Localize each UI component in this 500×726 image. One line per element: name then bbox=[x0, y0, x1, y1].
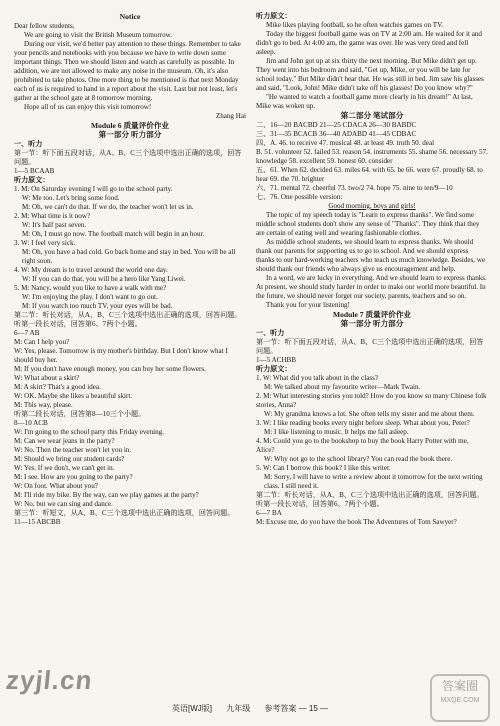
right-line: Jim and John got up at six thirty the next morning. But Mike didn't get up. They went into his bedroom and said, "Get up, Mike, or you will be late for school today." But Mike didn't hear that. He was still in bed. Jim saw his glasses and said, "Look, John! Mike didn't take off his glasses! Do you know why?" bbox=[256, 57, 484, 92]
left-line: W: No, but we can sing and dance. bbox=[14, 499, 113, 508]
right-line: The topic of my speech today is "Learn to express thanks". We find some middle school students don't show any sense of "Thanks". They think that they are certain of eating well and wearing fashionable clothes. bbox=[256, 210, 480, 237]
left-line: W: OK. Maybe she likes a beautiful skirt. bbox=[14, 391, 133, 400]
left-line: M: I see. How are you going to the party? bbox=[14, 472, 133, 481]
left-line: M: Can I help you? bbox=[14, 337, 70, 346]
right-line: In a word, we are lucky in everything. And we should learn to express thanks. At present, we should study harder in order to make our world more beautiful. In the future, we should never forget our society, parents, teachers and so on. bbox=[256, 273, 487, 300]
left-line: 一、听力 bbox=[14, 139, 43, 148]
left-line: During our visit, we'd better pay attention to these things. Remember to take your pencils and notebooks with you because we have to write down some important things. Then we should listen and watch as carefully as possible. In addition, we are not allowed to make any noise in the museum. Oh, it's also prohibited to take photos. One more thing to be mentioned is that next Monday each of us is required to hand in a report about the visit. Last but not least, let's gather at the school gate at 8 tomorrow morning. bbox=[14, 39, 241, 102]
right-line: Good morning, boys and girls! bbox=[328, 201, 416, 210]
right-line: 二、16—20 BACBD 21—25 CDACA 26—30 BABDC bbox=[256, 120, 417, 129]
right-line: M: Sorry, I will have to write a review about it tomorrow for the next writing class. I still need it. bbox=[264, 472, 483, 490]
left-line: 5. M: Nancy, would you like to have a walk with me? bbox=[14, 283, 167, 292]
right-line: 三、31—35 BCACB 36—40 ADABD 41—45 CDBAC bbox=[256, 129, 417, 138]
left-line: M: Should we bring our student cards? bbox=[14, 454, 125, 463]
left-line: W: If you can do that, you will be a hero like Yang Liwei. bbox=[22, 274, 186, 283]
left-line: M: If you watch too much TV, your eyes will be bad. bbox=[22, 301, 173, 310]
left-line: M: Oh, we can't do that. If we do, the teacher won't let us in. bbox=[22, 202, 194, 211]
left-line: Dear fellow students, bbox=[14, 21, 75, 30]
footer-subject: 英语[WJ版] bbox=[171, 704, 212, 713]
right-line: M: Excuse me, do you have the book The Adventures of Tom Sawyer? bbox=[256, 517, 457, 526]
left-line: 6—7 AB bbox=[14, 328, 40, 337]
left-line: M: I'll ride my bike. By the way, can we play games at the party? bbox=[14, 490, 199, 499]
footer-grade: 九年级 bbox=[226, 704, 251, 713]
left-line: Zhang Hai bbox=[215, 111, 246, 120]
left-line: M: If you don't have enough money, you can buy her some flowers. bbox=[14, 364, 206, 373]
right-line: M: I like listening to music. It helps me fall asleep. bbox=[264, 427, 409, 436]
right-column bbox=[256, 12, 488, 702]
watermark-logo-right bbox=[430, 674, 490, 722]
footer-page: 参考答案 — 15 — bbox=[264, 704, 329, 713]
left-line: W: I'm enjoying the play. I don't want to go out. bbox=[22, 292, 158, 301]
right-line: Mike likes playing football, so he often watches games on TV. bbox=[266, 21, 444, 29]
left-line: W: It's half past seven. bbox=[22, 220, 87, 229]
left-line: W: I'm going to the school party this Friday evening. bbox=[14, 427, 164, 436]
left-line: Module 6 质量评价作业 bbox=[90, 120, 170, 130]
right-line: 4. M: Could you go to the bookshop to buy the book Harry Potter with me, Alice? bbox=[256, 436, 469, 454]
left-line: M: A skirt? That's a good idea. bbox=[14, 382, 101, 391]
page-footer bbox=[0, 704, 500, 714]
left-line: W: No. Then the teacher won't let you in. bbox=[14, 445, 132, 454]
right-line: 1—5 ACHBB bbox=[256, 355, 297, 364]
watermark-right-top: 答案圈 bbox=[441, 679, 478, 693]
right-line: Thank you for your listening! bbox=[266, 300, 350, 309]
left-line: M: Oh, you have a bad cold. Go back home and stay in bed. You will be all right soon. bbox=[22, 247, 236, 265]
left-line: 4. W: My dream is to travel around the world one day. bbox=[14, 265, 168, 274]
left-line: W: Yes. If we don't, we can't get in. bbox=[14, 463, 115, 472]
watermark-right-bottom: MXQE.COM bbox=[440, 697, 480, 704]
left-line: W: What about a skirt? bbox=[14, 373, 80, 382]
watermark-logo-left: zyjl.cn bbox=[4, 665, 95, 695]
right-line: 听力原文： bbox=[256, 12, 292, 20]
right-line: 一、听力 bbox=[256, 328, 285, 337]
left-line: 1. M: On Saturday evening I will go to the school party. bbox=[14, 184, 173, 193]
right-line: 第二部分 笔试部分 bbox=[340, 111, 404, 120]
left-line: 2. M: What time is it now? bbox=[14, 211, 91, 220]
right-line: "He wanted to watch a football game more clearly in his dream!" At last, Mike was woken up. bbox=[256, 93, 473, 110]
left-line: Hope all of us can enjoy this visit tomorrow! bbox=[24, 102, 152, 111]
left-line: 听第二段长对话，回答第8—10三个小题。 bbox=[14, 409, 146, 418]
right-line: 2. M: What interesting stories you told? How do you know so many Chinese folk stories, Anna? bbox=[256, 391, 487, 409]
left-line: 8—10 ACB bbox=[14, 418, 48, 427]
right-line: 五、61. When 62. decided 63. miles 64. with 65. be 66. were 67. proudly 68. to hear 69. the 70. brighter bbox=[256, 165, 483, 183]
right-line: 听力原文： bbox=[256, 364, 292, 373]
right-line: 5. W: Can I borrow this book? I like this writer. bbox=[256, 463, 391, 472]
right-line: M: We talked about my favourite writer—Mark Twain. bbox=[264, 382, 421, 391]
left-line: M: Oh, I must go now. The football match will begin in an hour. bbox=[22, 229, 205, 238]
right-line: 第一部分 听力部分 bbox=[340, 319, 404, 329]
right-line: W: My grandma knows a lot. She often tells my sister and me about them. bbox=[264, 409, 475, 418]
right-line: As middle school students, we should learn to express thanks. We should thank our parents for supporting us to go to school. And we should express thanks to our hard-working teachers who teach us much knowledge. Besides, we should thank our friends who always give us encouragement and help. bbox=[256, 237, 486, 273]
right-line: 1. W: What did you talk about in the class? bbox=[256, 373, 379, 382]
left-line: W: Me too. Let's bring some food. bbox=[22, 193, 120, 202]
right-line: 3. W: I like reading books every night before sleep. What about you, Peter? bbox=[256, 418, 470, 427]
right-line: 第二节：听长对话，从A、B、C三个选项中选出正确的选项，回答问题。听第一段长对话，回答第6、7两个小题。 bbox=[256, 490, 484, 508]
left-line: Notice bbox=[119, 12, 141, 21]
left-line: 第三节：听短文，从A、B、C三个选项中选出正确的选项，回答问题。 bbox=[14, 508, 235, 517]
left-line: 11—15 ABCBB bbox=[14, 517, 61, 526]
left-line: 3. W: I feel very sick. bbox=[14, 238, 76, 247]
left-line: 第二节：听长对话，从A、B、C三个选项中选出正确的选项，回答问题。听第一段长对话，回答第6、7两个小题。 bbox=[14, 310, 242, 328]
right-line: B. 51. volunteer 52. failed 53. reason 54. instruments 55. shame 56. necessary 57. knowledge 58. excellent 59. honest 60. consider bbox=[256, 147, 488, 165]
right-line: Today the biggest football game was on TV at 2:00 am. He waited for it and didn't go to bed. At 4:00 am, the game was over. He was very tired and fell asleep. bbox=[256, 30, 482, 56]
left-line: M: This way, please. bbox=[14, 400, 73, 409]
right-line: 七、76. One possible version: bbox=[256, 192, 343, 201]
right-line: 四、A. 46. to receive 47. musical 48. at least 49. truth 50. deal bbox=[256, 138, 435, 147]
right-line: W: Why not go to the school library? You can read the book there. bbox=[264, 454, 453, 463]
right-line: 6—7 BA bbox=[256, 508, 282, 517]
left-line: We are going to visit the British Museum tomorrow. bbox=[24, 30, 173, 39]
left-line: M: Can we wear jeans in the party? bbox=[14, 436, 115, 445]
right-line: 六、71. mental 72. cheerful 73. two/2 74. hope 75. nine to ten/9—10 bbox=[256, 183, 453, 192]
left-line: W: On foot. What about you? bbox=[14, 481, 98, 490]
left-line: W: Yes, please. Tomorrow is my mother's birthday. But I don't know what I should buy her. bbox=[14, 346, 228, 364]
right-line: Module 7 质量评价作业 bbox=[332, 309, 412, 319]
right-line: 第一节：听下面五段对话，从A、B、C三个选项中选出正确的选项，回答问题。 bbox=[256, 337, 484, 355]
left-line: 1—5 BCAAB bbox=[14, 166, 55, 175]
left-line: 听力原文： bbox=[14, 175, 50, 184]
left-column bbox=[14, 12, 246, 702]
left-line: 第一节：听下面五段对话，从A、B、C三个选项中选出正确的选项，回答问题。 bbox=[14, 148, 242, 166]
left-line: 第一部分 听力部分 bbox=[98, 130, 162, 140]
